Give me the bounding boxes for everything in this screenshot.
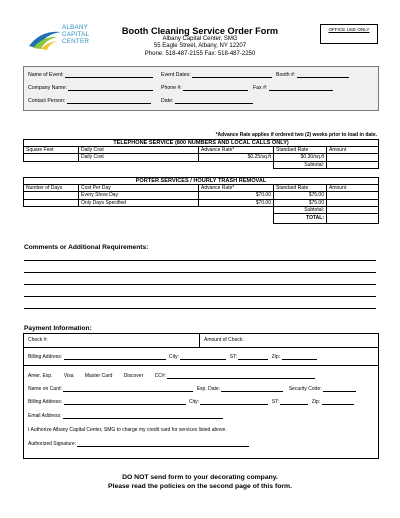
state-label: ST:	[271, 399, 279, 405]
comments-heading: Comments or Additional Requirements:	[24, 244, 149, 251]
total-label: TOTAL:	[274, 213, 327, 223]
subtotal-field[interactable]	[327, 206, 379, 213]
billing-address-label: Billing Address:	[28, 399, 63, 405]
advance-rate-note: *Advance Rate applies if ordered two (2) weeks prior to load in date.	[215, 132, 377, 138]
table-row	[24, 199, 379, 206]
telephone-service-title: TELEPHONE SERVICE (800 NUMBERS AND LOCAL CALLS ONLY)	[24, 140, 379, 147]
phone-label: Phone #:	[161, 85, 182, 91]
col-advance-rate: Advance Rate*	[199, 147, 274, 154]
square-feet-field[interactable]	[24, 154, 79, 161]
billing-address-label: Billing Address:	[28, 354, 63, 360]
state-label: ST:	[229, 354, 237, 360]
signature-field[interactable]	[77, 441, 249, 447]
payment-heading: Payment Information:	[24, 325, 92, 332]
city-label: City:	[188, 399, 199, 405]
company-name-field[interactable]	[68, 85, 153, 91]
security-code-field[interactable]	[323, 386, 356, 392]
email-field[interactable]	[63, 413, 223, 419]
subtotal-label: Subtotal:	[274, 206, 327, 213]
table-row	[24, 192, 379, 199]
row-advance: $70.00	[199, 192, 274, 199]
date-field[interactable]	[175, 98, 253, 104]
porter-service-title: PORTER SERVICES / HOURLY TRASH REMOVAL	[24, 178, 379, 185]
form-title: Booth Cleaning Service Order Form	[121, 26, 279, 36]
subtotal-field[interactable]	[327, 161, 379, 168]
amount-field[interactable]	[327, 154, 379, 161]
event-dates-field[interactable]	[192, 72, 272, 78]
email-label: Email Address:	[28, 413, 62, 419]
days-field[interactable]	[24, 192, 79, 199]
contact-person-label: Contact Person:	[28, 98, 66, 104]
event-info-box	[23, 66, 379, 111]
row-advance: $0.25/sq.ft	[199, 154, 274, 161]
col-amount: Amount	[327, 147, 379, 154]
booth-label: Booth #:	[276, 72, 296, 78]
name-on-card-label: Name on Card:	[28, 386, 62, 392]
exp-date-field[interactable]	[221, 386, 283, 392]
visa-option[interactable]: Visa	[63, 373, 74, 379]
event-name-field[interactable]	[65, 72, 153, 78]
zip-label: Zip:	[271, 354, 281, 360]
col-amount: Amount	[327, 185, 379, 192]
contact-person-field[interactable]	[67, 98, 151, 104]
event-dates-label: Event Dates:	[161, 72, 191, 78]
office-use-box: OFFICE USE ONLY	[320, 24, 378, 44]
amount-of-check-label: Amount of Check:	[204, 337, 244, 343]
zip-field[interactable]	[322, 399, 354, 405]
comment-line[interactable]	[24, 272, 376, 273]
comment-line[interactable]	[24, 296, 376, 297]
discover-option[interactable]: Discover	[123, 373, 144, 379]
row-standard: $0.30/sq.ft	[274, 154, 327, 161]
row-standard: $75.00	[274, 199, 327, 206]
name-on-card-field[interactable]	[63, 386, 193, 392]
mastercard-option[interactable]: Master Card	[84, 373, 113, 379]
city-field[interactable]	[180, 354, 226, 360]
subtotal-label: Subtotal:	[274, 161, 327, 168]
state-field[interactable]	[238, 354, 268, 360]
phone-field[interactable]	[183, 85, 248, 91]
city-label: City:	[168, 354, 179, 360]
zip-label: Zip:	[311, 399, 321, 405]
form-header	[95, 26, 305, 58]
zip-field[interactable]	[282, 354, 317, 360]
date-label: Date:	[161, 98, 174, 104]
comment-line[interactable]	[24, 308, 376, 309]
event-name-label: Name of Event:	[28, 72, 64, 78]
row-desc: Every Show Day	[79, 192, 199, 199]
footer-warning: DO NOT send form to your decorating company.	[122, 474, 278, 481]
amount-field[interactable]	[327, 199, 379, 206]
logo-text: ALBANY CAPITAL CENTER	[62, 24, 90, 45]
check-label: Check #:	[28, 337, 48, 343]
porter-service-table	[23, 177, 379, 224]
street-address: 55 Eagle Street, Albany, NY 12207	[153, 43, 247, 50]
col-standard-rate: Standard Rate	[274, 185, 327, 192]
amount-field[interactable]	[327, 192, 379, 199]
row-desc: Only Days Specified	[79, 199, 199, 206]
row-desc: Daily Cost	[79, 154, 199, 161]
col-standard-rate: Standard Rate	[274, 147, 327, 154]
col-number-of-days: Number of Days	[24, 185, 79, 192]
row-standard: $75.00	[274, 192, 327, 199]
comment-line[interactable]	[24, 284, 376, 285]
authorization-text: I Authorize Albany Capital Center, SMG to charge my credit card for services listed above.	[28, 427, 227, 433]
fax-label: Fax #:	[253, 85, 268, 91]
billing-address-field[interactable]	[64, 354, 166, 360]
cc-number-label: CC#:	[154, 373, 167, 379]
col-cost-per-day: Cost Per Day	[79, 185, 199, 192]
col-daily-cost: Daily Cost	[79, 147, 199, 154]
booth-field[interactable]	[297, 72, 349, 78]
signature-label: Authorized Signature:	[28, 441, 77, 447]
amex-option[interactable]: Amer. Exp.	[28, 373, 53, 379]
security-code-label: Security Code:	[288, 386, 322, 392]
table-row	[24, 154, 379, 161]
row-advance: $70.00	[199, 199, 274, 206]
company-name-label: Company Name:	[28, 85, 67, 91]
billing-address-field[interactable]	[64, 399, 186, 405]
org-name: Albany Capital Center, SMG	[162, 36, 238, 42]
cc-number-field[interactable]	[167, 373, 315, 379]
fax-field[interactable]	[269, 85, 333, 91]
exp-date-label: Exp. Date:	[196, 386, 221, 392]
days-field[interactable]	[24, 199, 79, 206]
total-field[interactable]	[327, 213, 379, 223]
comment-line[interactable]	[24, 260, 376, 261]
city-field[interactable]	[200, 399, 268, 405]
telephone-service-table	[23, 139, 379, 169]
payment-box	[23, 333, 379, 459]
footer-policy-note: Please read the policies on the second page of this form.	[108, 483, 292, 490]
phone-fax: Phone: 518-487-2155 Fax: 518-487-2250	[144, 50, 256, 57]
state-field[interactable]	[280, 399, 308, 405]
col-square-feet: Square Feet	[24, 147, 79, 154]
col-advance-rate: Advance Rate*	[199, 185, 274, 192]
